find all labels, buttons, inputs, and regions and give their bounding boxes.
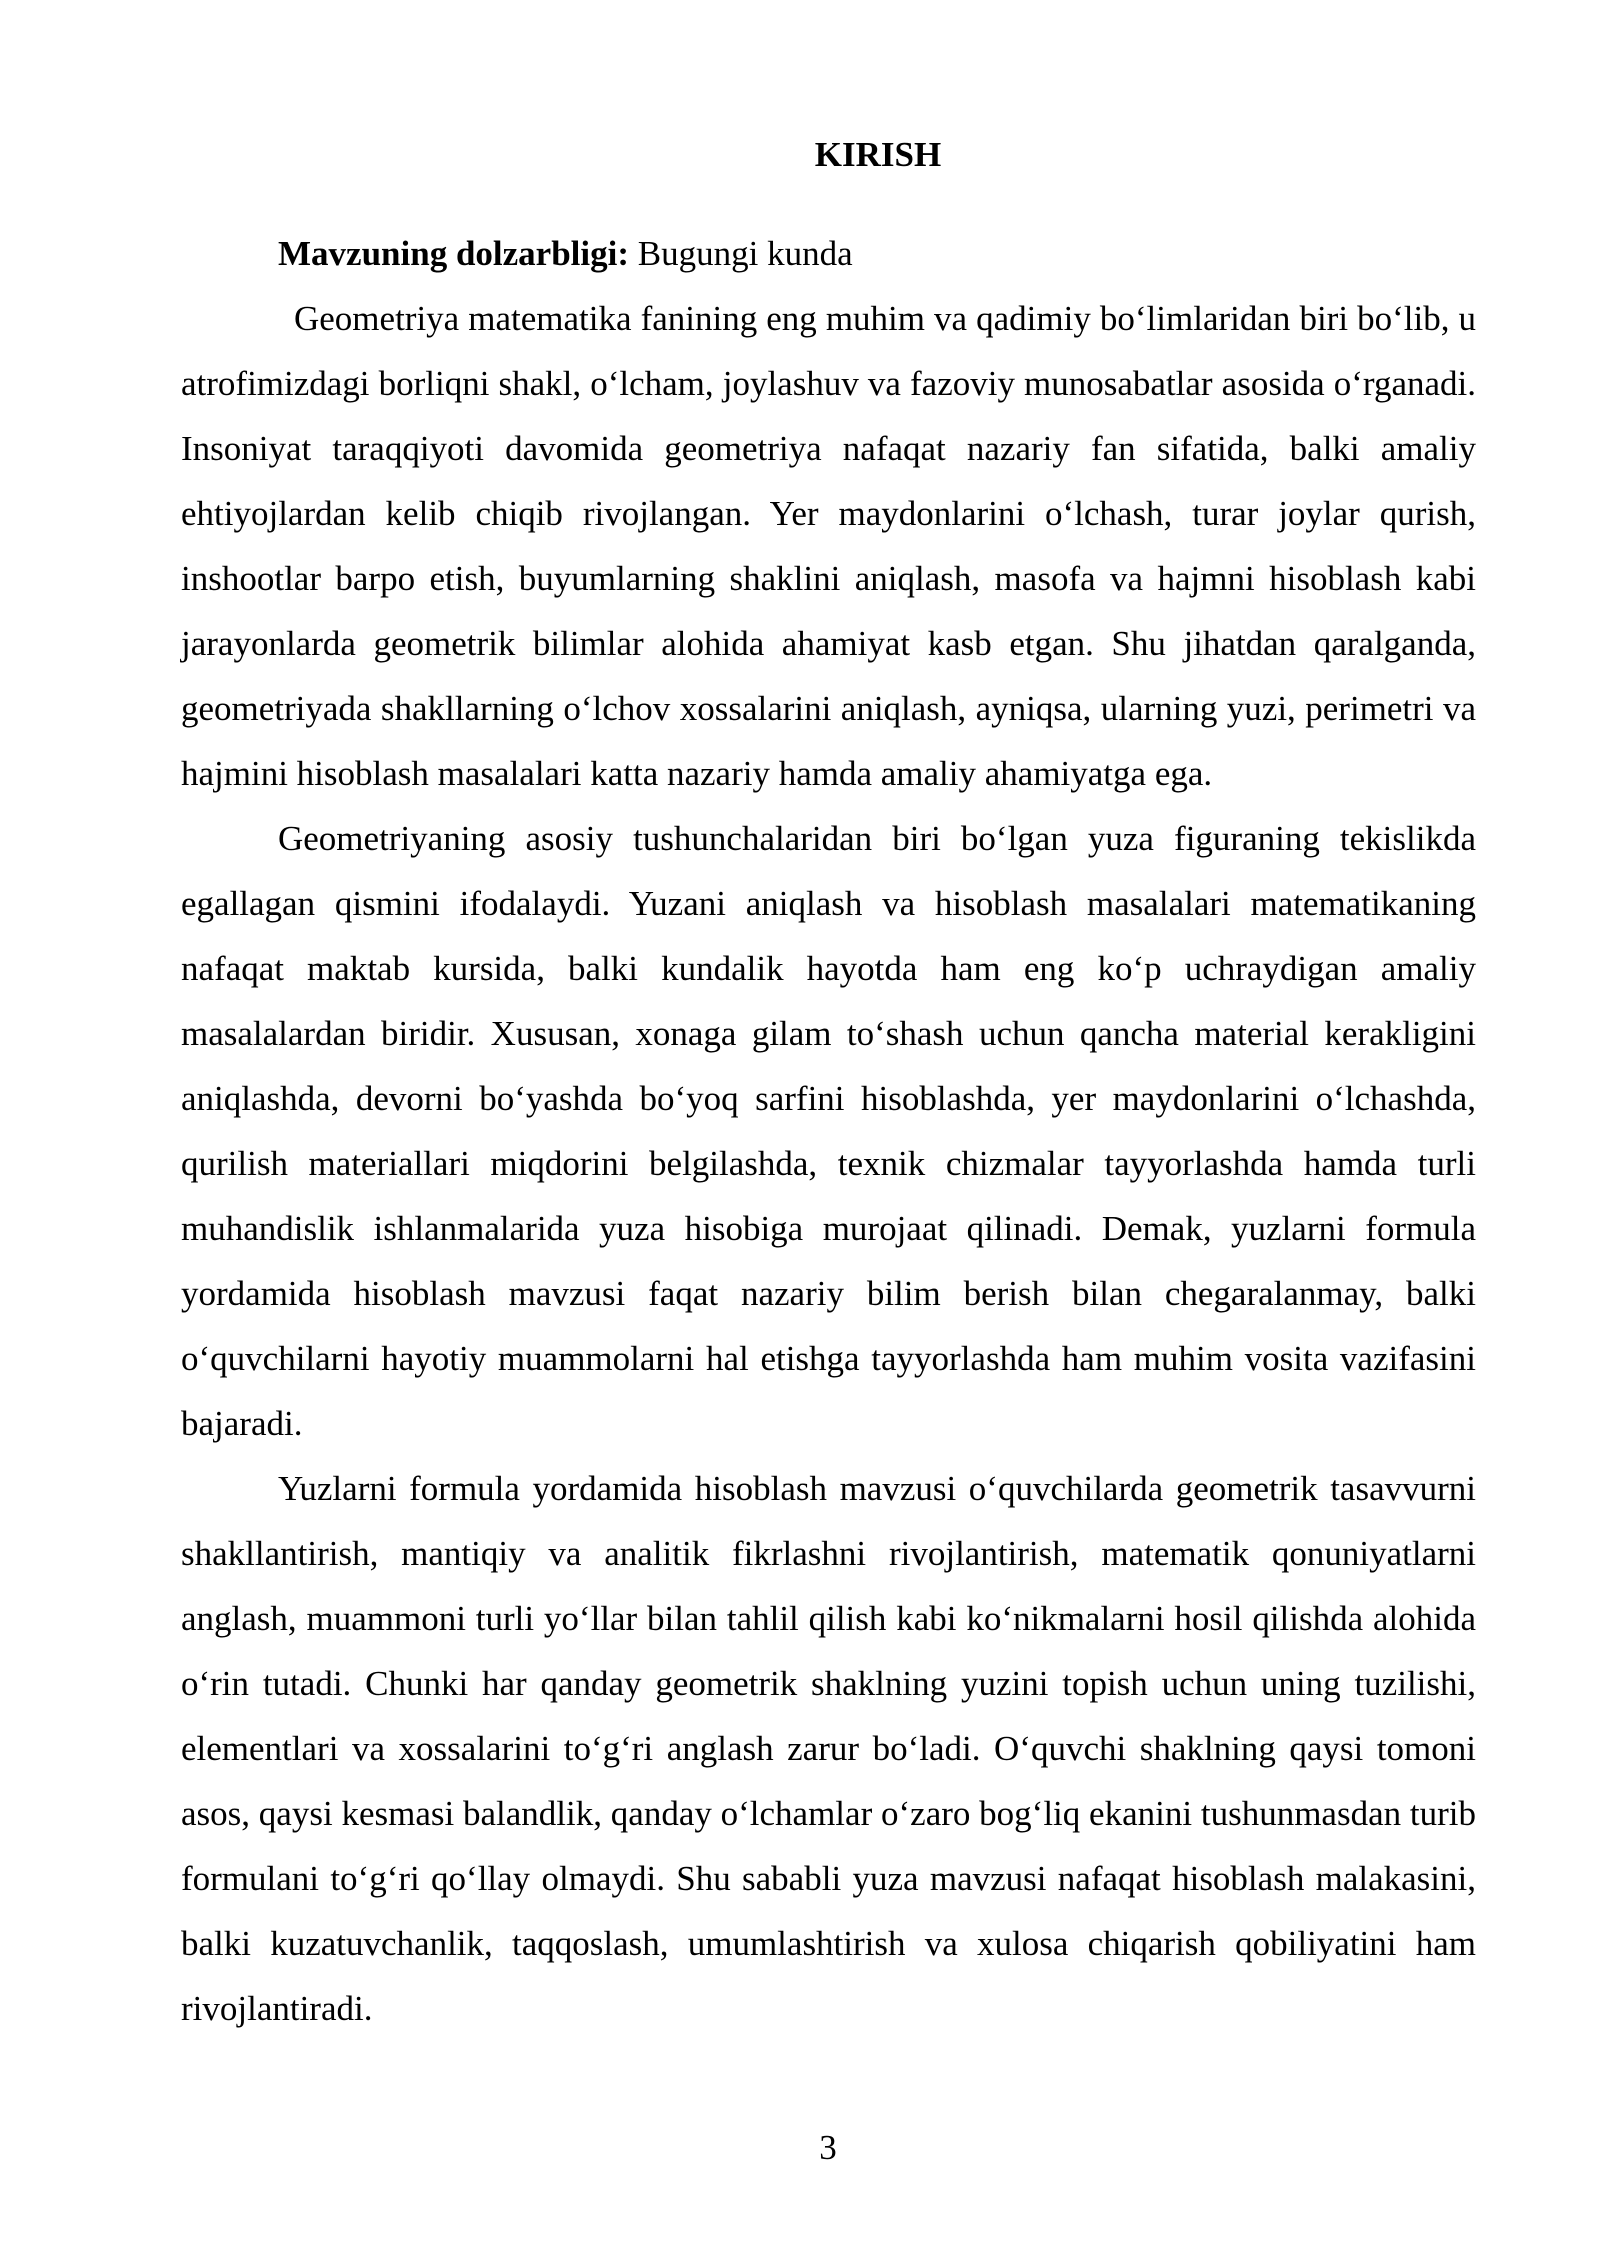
page-number: 3 (819, 2128, 837, 2167)
body-text (181, 221, 1476, 2041)
paragraph: Geometriyaning asosiy tushunchalaridan biri bo‘lgan yuza figuraning tekislikda egallagan qismini ifodalaydi. Yuzani aniqlash va hisoblash masalalari matematikaning nafaqat maktab kursida, balki kundalik hayotda ham eng ko‘p uchraydigan amaliy masalalardan biridir. Xususan, xonaga gilam to‘shash uchun qancha material kerakligini aniqlashda, devorni bo‘yashda bo‘yoq sarfini hisoblashda, yer maydonlarini o‘lchashda, qurilish materiallari miqdorini belgilashda, texnik chizmalar tayyorlashda hamda turli muhandislik ishlanmalarida yuza hisobiga murojaat qilinadi. Demak, yuzlarni formula yordamida hisoblash mavzusi faqat nazariy bilim berish bilan chegaralanmay, balki o‘quvchilarni hayotiy muammolarni hal etishga tayyorlashda ham muhim vosita vazifasini bajaradi. (181, 819, 1476, 1443)
paragraph: Yuzlarni formula yordamida hisoblash mavzusi o‘quvchilarda geometrik tasavvurni shakllantirish, mantiqiy va analitik fikrlashni rivojlantirish, matematik qonuniyatlarni anglash, muammoni turli yo‘llar bilan tahlil qilish kabi ko‘nikmalarni hosil qilishda alohida o‘rin tutadi. Chunki har qanday geometrik shaklning yuzini topish uchun uning tuzilishi, elementlari va xossalarini to‘g‘ri anglash zarur bo‘ladi. O‘quvchi shaklning qaysi tomoni asos, qaysi kesmasi balandlik, qanday o‘lchamlar o‘zaro bog‘liq ekanini tushunmasdan turib formulani to‘g‘ri qo‘llay olmaydi. Shu sababli yuza mavzusi nafaqat hisoblash malakasini, balki kuzatuvchanlik, taqqoslash, umumlashtirish va xulosa chiqarish qobiliyatini ham rivojlantiradi. (181, 1469, 1476, 2028)
paragraph: Geometriya matematika fanining eng muhim va qadimiy bo‘limlaridan biri bo‘lib, u atrofimizdagi borliqni shakl, o‘lcham, joylashuv va fazoviy munosabatlar asosida o‘rganadi. Insoniyat taraqqiyoti davomida geometriya nafaqat nazariy fan sifatida, balki amaliy ehtiyojlardan kelib chiqib rivojlangan. Yer maydonlarini o‘lchash, turar joylar qurish, inshootlar barpo etish, buyumlarning shaklini aniqlash, masofa va hajmni hisoblash kabi jarayonlarda geometrik bilimlar alohida ahamiyat kasb etgan. Shu jihatdan qaralganda, geometriyada shakllarning o‘lchov xossalarini aniqlash, ayniqsa, ularning yuzi, perimetri va hajmini hisoblash masalalari katta nazariy hamda amaliy ahamiyatga ega. (181, 299, 1476, 793)
topic-label: Mavzuning dolzarbligi: (278, 234, 629, 273)
topic-text: Bugungi kunda (637, 234, 853, 273)
topic-relevance-line (181, 221, 1476, 286)
section-heading: KIRISH (814, 135, 942, 174)
